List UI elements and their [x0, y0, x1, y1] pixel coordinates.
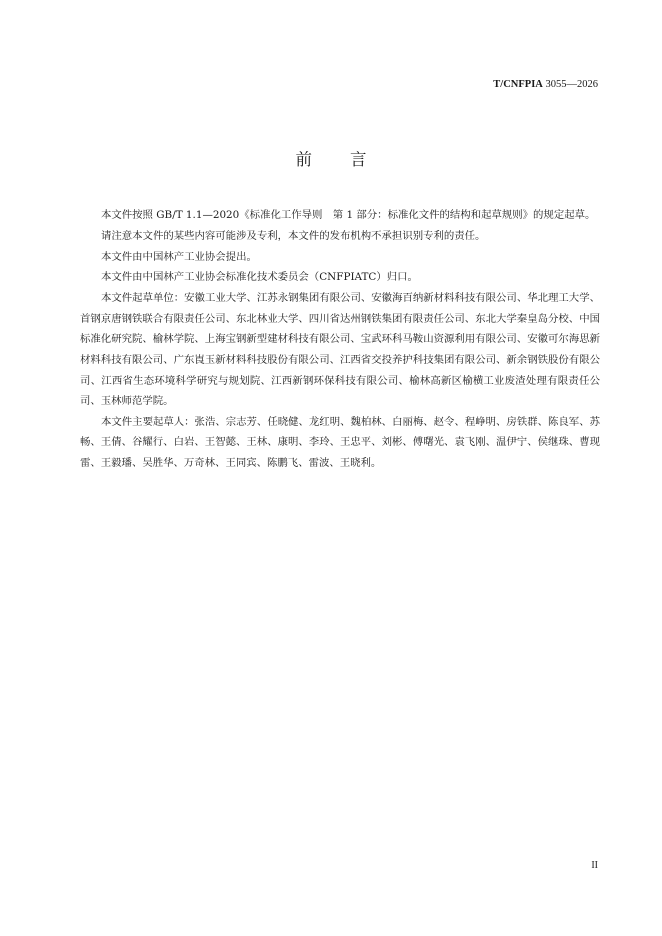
foreword-body — [80, 205, 600, 474]
standard-code-number: 3055—2026 — [545, 79, 598, 90]
paragraph-proposed-by: 本文件由中国林产工业协会提出。 — [101, 250, 257, 263]
standard-code — [493, 79, 598, 90]
page-number: II — [591, 860, 598, 871]
paragraph-drafting-rules: 本文件按照 GB/T 1.1—2020《标准化工作导则 第 1 部分：标准化文件的结构和起草规则》的规定起草。 — [101, 209, 596, 221]
standard-code-prefix: T/CNFPIA — [493, 79, 543, 90]
page-title-char-2: 言 — [350, 150, 367, 169]
paragraph-under-jurisdiction: 本文件由中国林产工业协会标准化技术委员会（CNFPIATC）归口。 — [101, 271, 418, 284]
page-title — [0, 146, 662, 170]
page-title-char-1: 前 — [295, 150, 312, 169]
paragraph-main-drafters: 本文件主要起草人：张浩、宗志芳、任晓健、龙红明、魏柏林、白丽梅、赵令、程峥明、房铁群、陈良军、苏畅、王倩、谷耀行、白岩、王智懿、王林、康明、李玲、王忠平、刘彬、傅曙光、袁飞刚、温伊宁、侯继珠、曹现雷、王毅璠、吴胜华、万奇林、王同宾、陈鹏飞、雷波、王晓利。 — [80, 415, 600, 470]
paragraph-patent-notice: 请注意本文件的某些内容可能涉及专利，本文件的发布机构不承担识别专利的责任。 — [101, 229, 486, 242]
paragraph-drafting-units: 本文件起草单位：安徽工业大学、江苏永钢集团有限公司、安徽海百纳新材料科技有限公司、华北理工大学、首钢京唐钢铁联合有限责任公司、东北林业大学、四川省达州钢铁集团有限责任公司、东北大学秦皇岛分校、中国标准化研究院、榆林学院、上海宝钢新型建材科技有限公司、宝武环科马鞍山资源利用有限公司、安徽可尔海思新材料科技有限公司、广东崀玉新材料科技股份有限公司、江西省交投养护科技集团有限公司、新余钢铁股份有限公司、江西省生态环境科学研究与规划院、江西新钢环保科技有限公司、榆林高新区榆横工业废渣处理有限责任公司、玉林师范学院。 — [80, 292, 600, 408]
